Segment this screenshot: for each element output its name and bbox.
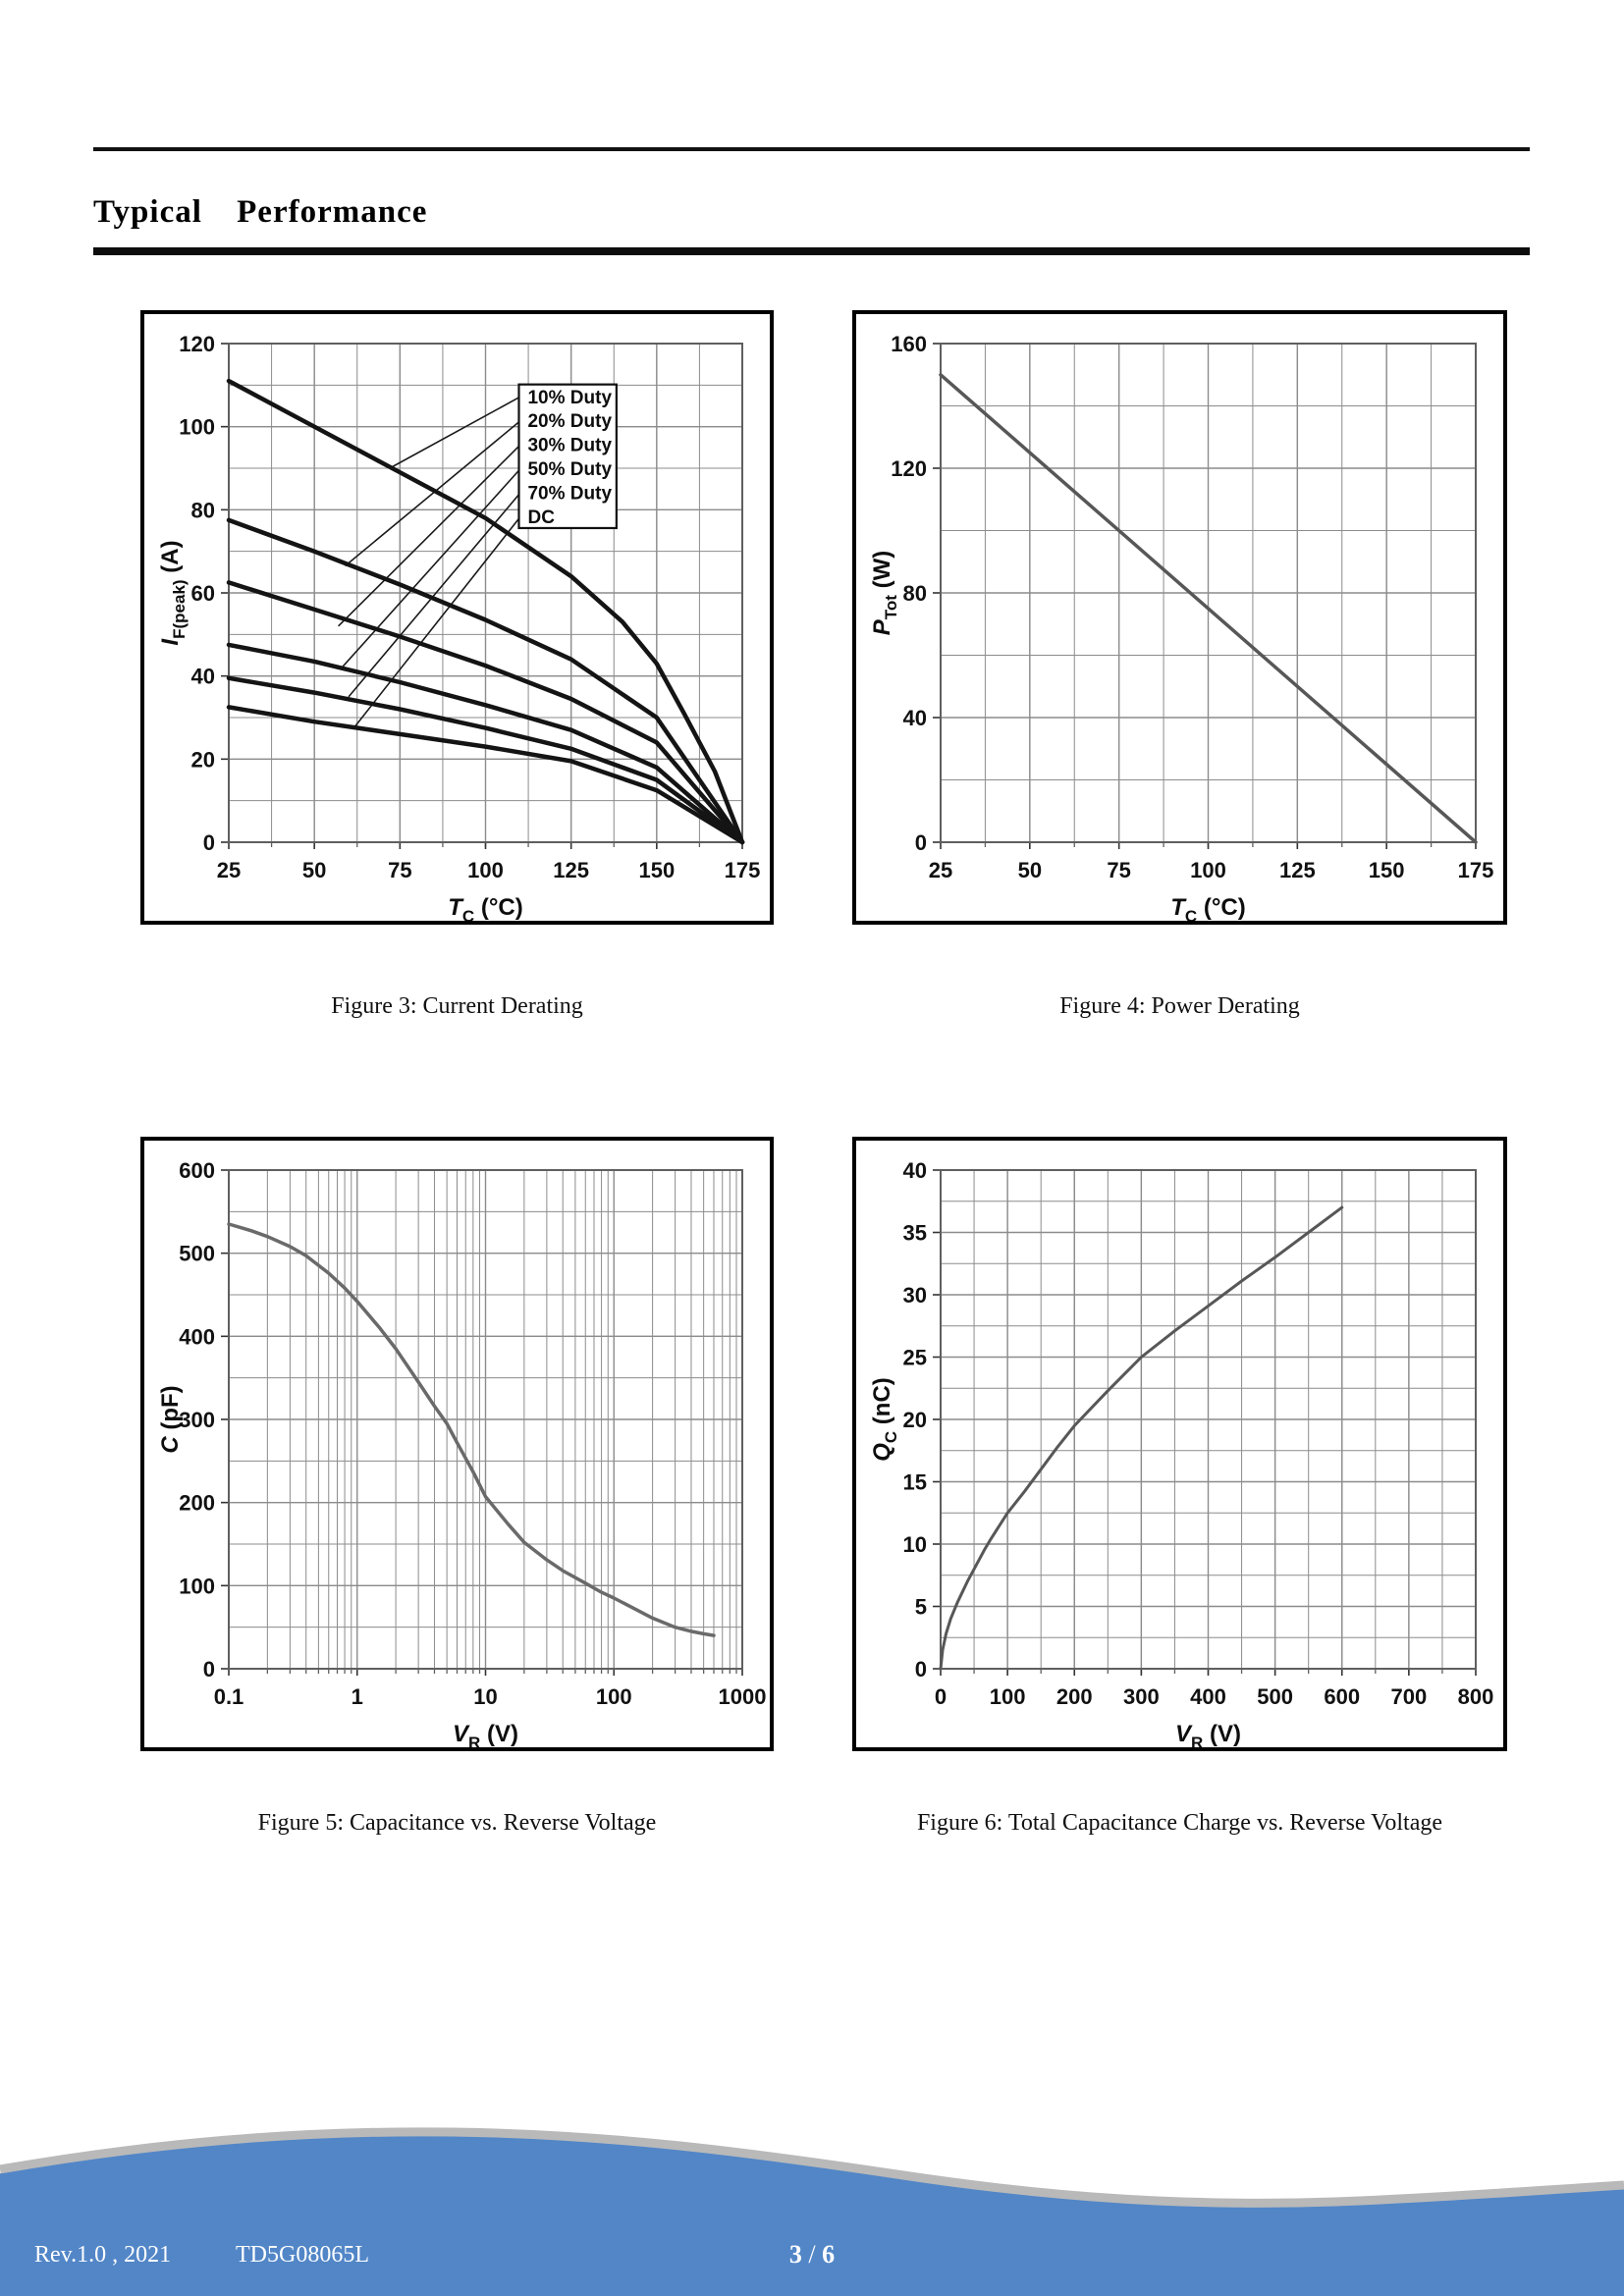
svg-text:800: 800 xyxy=(1457,1684,1494,1709)
svg-text:50: 50 xyxy=(301,858,327,882)
svg-text:80: 80 xyxy=(902,581,927,606)
svg-text:TC (°C): TC (°C) xyxy=(448,894,523,921)
section-title-underline xyxy=(93,247,1530,255)
svg-text:125: 125 xyxy=(1278,858,1316,882)
svg-text:TC (°C): TC (°C) xyxy=(1170,894,1246,921)
svg-text:100: 100 xyxy=(467,858,504,882)
svg-text:DC: DC xyxy=(527,507,555,528)
svg-text:VR (V): VR (V) xyxy=(1175,1721,1241,1747)
figure5-capacitance-chart xyxy=(140,1137,774,1751)
svg-text:1: 1 xyxy=(351,1684,363,1709)
figure6-charge-chart xyxy=(852,1137,1507,1751)
svg-text:160: 160 xyxy=(891,332,927,356)
svg-text:25: 25 xyxy=(902,1345,927,1370)
svg-text:0: 0 xyxy=(934,1684,947,1709)
svg-text:0.1: 0.1 xyxy=(213,1684,244,1709)
figure5-chart-canvas xyxy=(144,1141,770,1747)
footer-revision: Rev.1.0 , 2021 xyxy=(34,2242,172,2268)
svg-text:0: 0 xyxy=(914,830,927,855)
figure6-caption: Figure 6: Total Capacitance Charge vs. Reverse Voltage xyxy=(916,1810,1443,1836)
svg-text:0: 0 xyxy=(202,1657,215,1682)
svg-text:100: 100 xyxy=(1190,858,1226,882)
svg-text:C (pF): C (pF) xyxy=(157,1385,184,1454)
top-rule xyxy=(93,147,1530,151)
svg-text:70% Duty: 70% Duty xyxy=(527,483,613,505)
svg-text:35: 35 xyxy=(902,1220,927,1246)
svg-text:100: 100 xyxy=(179,414,215,440)
svg-text:QC (nC): QC (nC) xyxy=(869,1377,900,1462)
svg-text:200: 200 xyxy=(1056,1684,1093,1709)
svg-text:400: 400 xyxy=(1190,1684,1226,1709)
svg-text:40: 40 xyxy=(902,1158,927,1183)
footer-page-number xyxy=(0,2240,1624,2269)
svg-text:150: 150 xyxy=(1368,858,1405,882)
svg-text:40: 40 xyxy=(902,706,927,730)
figure5-caption: Figure 5: Capacitance vs. Reverse Voltage xyxy=(257,1810,657,1836)
svg-text:20: 20 xyxy=(190,747,215,773)
svg-text:75: 75 xyxy=(1107,858,1131,882)
svg-text:700: 700 xyxy=(1390,1684,1428,1709)
svg-text:500: 500 xyxy=(1257,1684,1293,1709)
svg-text:50% Duty: 50% Duty xyxy=(527,459,613,480)
section-title: Typical Performance xyxy=(93,194,428,230)
svg-text:175: 175 xyxy=(724,858,761,882)
svg-text:30: 30 xyxy=(902,1283,927,1308)
svg-text:20: 20 xyxy=(902,1408,927,1432)
svg-text:200: 200 xyxy=(179,1490,215,1516)
figure4-caption: Figure 4: Power Derating xyxy=(1059,993,1300,1019)
svg-text:30% Duty: 30% Duty xyxy=(527,435,613,456)
svg-text:80: 80 xyxy=(190,498,215,523)
svg-text:120: 120 xyxy=(179,332,215,356)
footer-part-number: TD5G08065L xyxy=(236,2242,369,2268)
figure3-caption: Figure 3: Current Derating xyxy=(331,993,583,1019)
svg-text:75: 75 xyxy=(388,858,412,882)
svg-text:300: 300 xyxy=(1123,1684,1160,1709)
svg-text:20% Duty: 20% Duty xyxy=(527,411,613,433)
svg-text:150: 150 xyxy=(638,858,676,882)
svg-text:100: 100 xyxy=(595,1684,632,1709)
footer-page-separator: / xyxy=(808,2240,816,2269)
footer-page-total: 6 xyxy=(822,2240,836,2269)
svg-text:60: 60 xyxy=(190,581,215,606)
svg-text:50: 50 xyxy=(1017,858,1043,882)
svg-text:600: 600 xyxy=(179,1158,215,1183)
figure6-chart-canvas xyxy=(856,1141,1503,1747)
svg-text:120: 120 xyxy=(891,456,927,481)
figure3-chart-canvas xyxy=(144,314,770,921)
figure3-current-derating-chart xyxy=(140,310,774,925)
svg-text:300: 300 xyxy=(179,1408,215,1432)
svg-text:1000: 1000 xyxy=(718,1684,767,1709)
svg-text:VR (V): VR (V) xyxy=(453,1721,518,1747)
svg-text:25: 25 xyxy=(216,858,242,882)
svg-text:100: 100 xyxy=(179,1574,215,1599)
svg-text:5: 5 xyxy=(914,1594,927,1620)
svg-text:PTot (W): PTot (W) xyxy=(869,550,900,636)
svg-text:IF(peak) (A): IF(peak) (A) xyxy=(157,540,189,646)
svg-text:175: 175 xyxy=(1457,858,1494,882)
svg-text:25: 25 xyxy=(928,858,953,882)
svg-text:400: 400 xyxy=(179,1324,215,1350)
figure4-power-derating-chart xyxy=(852,310,1507,925)
svg-text:40: 40 xyxy=(190,664,215,689)
svg-text:15: 15 xyxy=(902,1469,927,1495)
svg-text:125: 125 xyxy=(553,858,590,882)
svg-text:0: 0 xyxy=(914,1657,927,1682)
figure4-chart-canvas xyxy=(856,314,1503,921)
svg-text:600: 600 xyxy=(1324,1684,1361,1709)
svg-text:500: 500 xyxy=(179,1241,215,1266)
svg-text:10: 10 xyxy=(902,1532,927,1557)
svg-text:100: 100 xyxy=(989,1684,1026,1709)
footer-page-current: 3 xyxy=(788,2240,802,2269)
svg-text:10% Duty: 10% Duty xyxy=(527,387,613,408)
svg-text:10: 10 xyxy=(473,1684,498,1709)
svg-text:0: 0 xyxy=(202,830,215,855)
